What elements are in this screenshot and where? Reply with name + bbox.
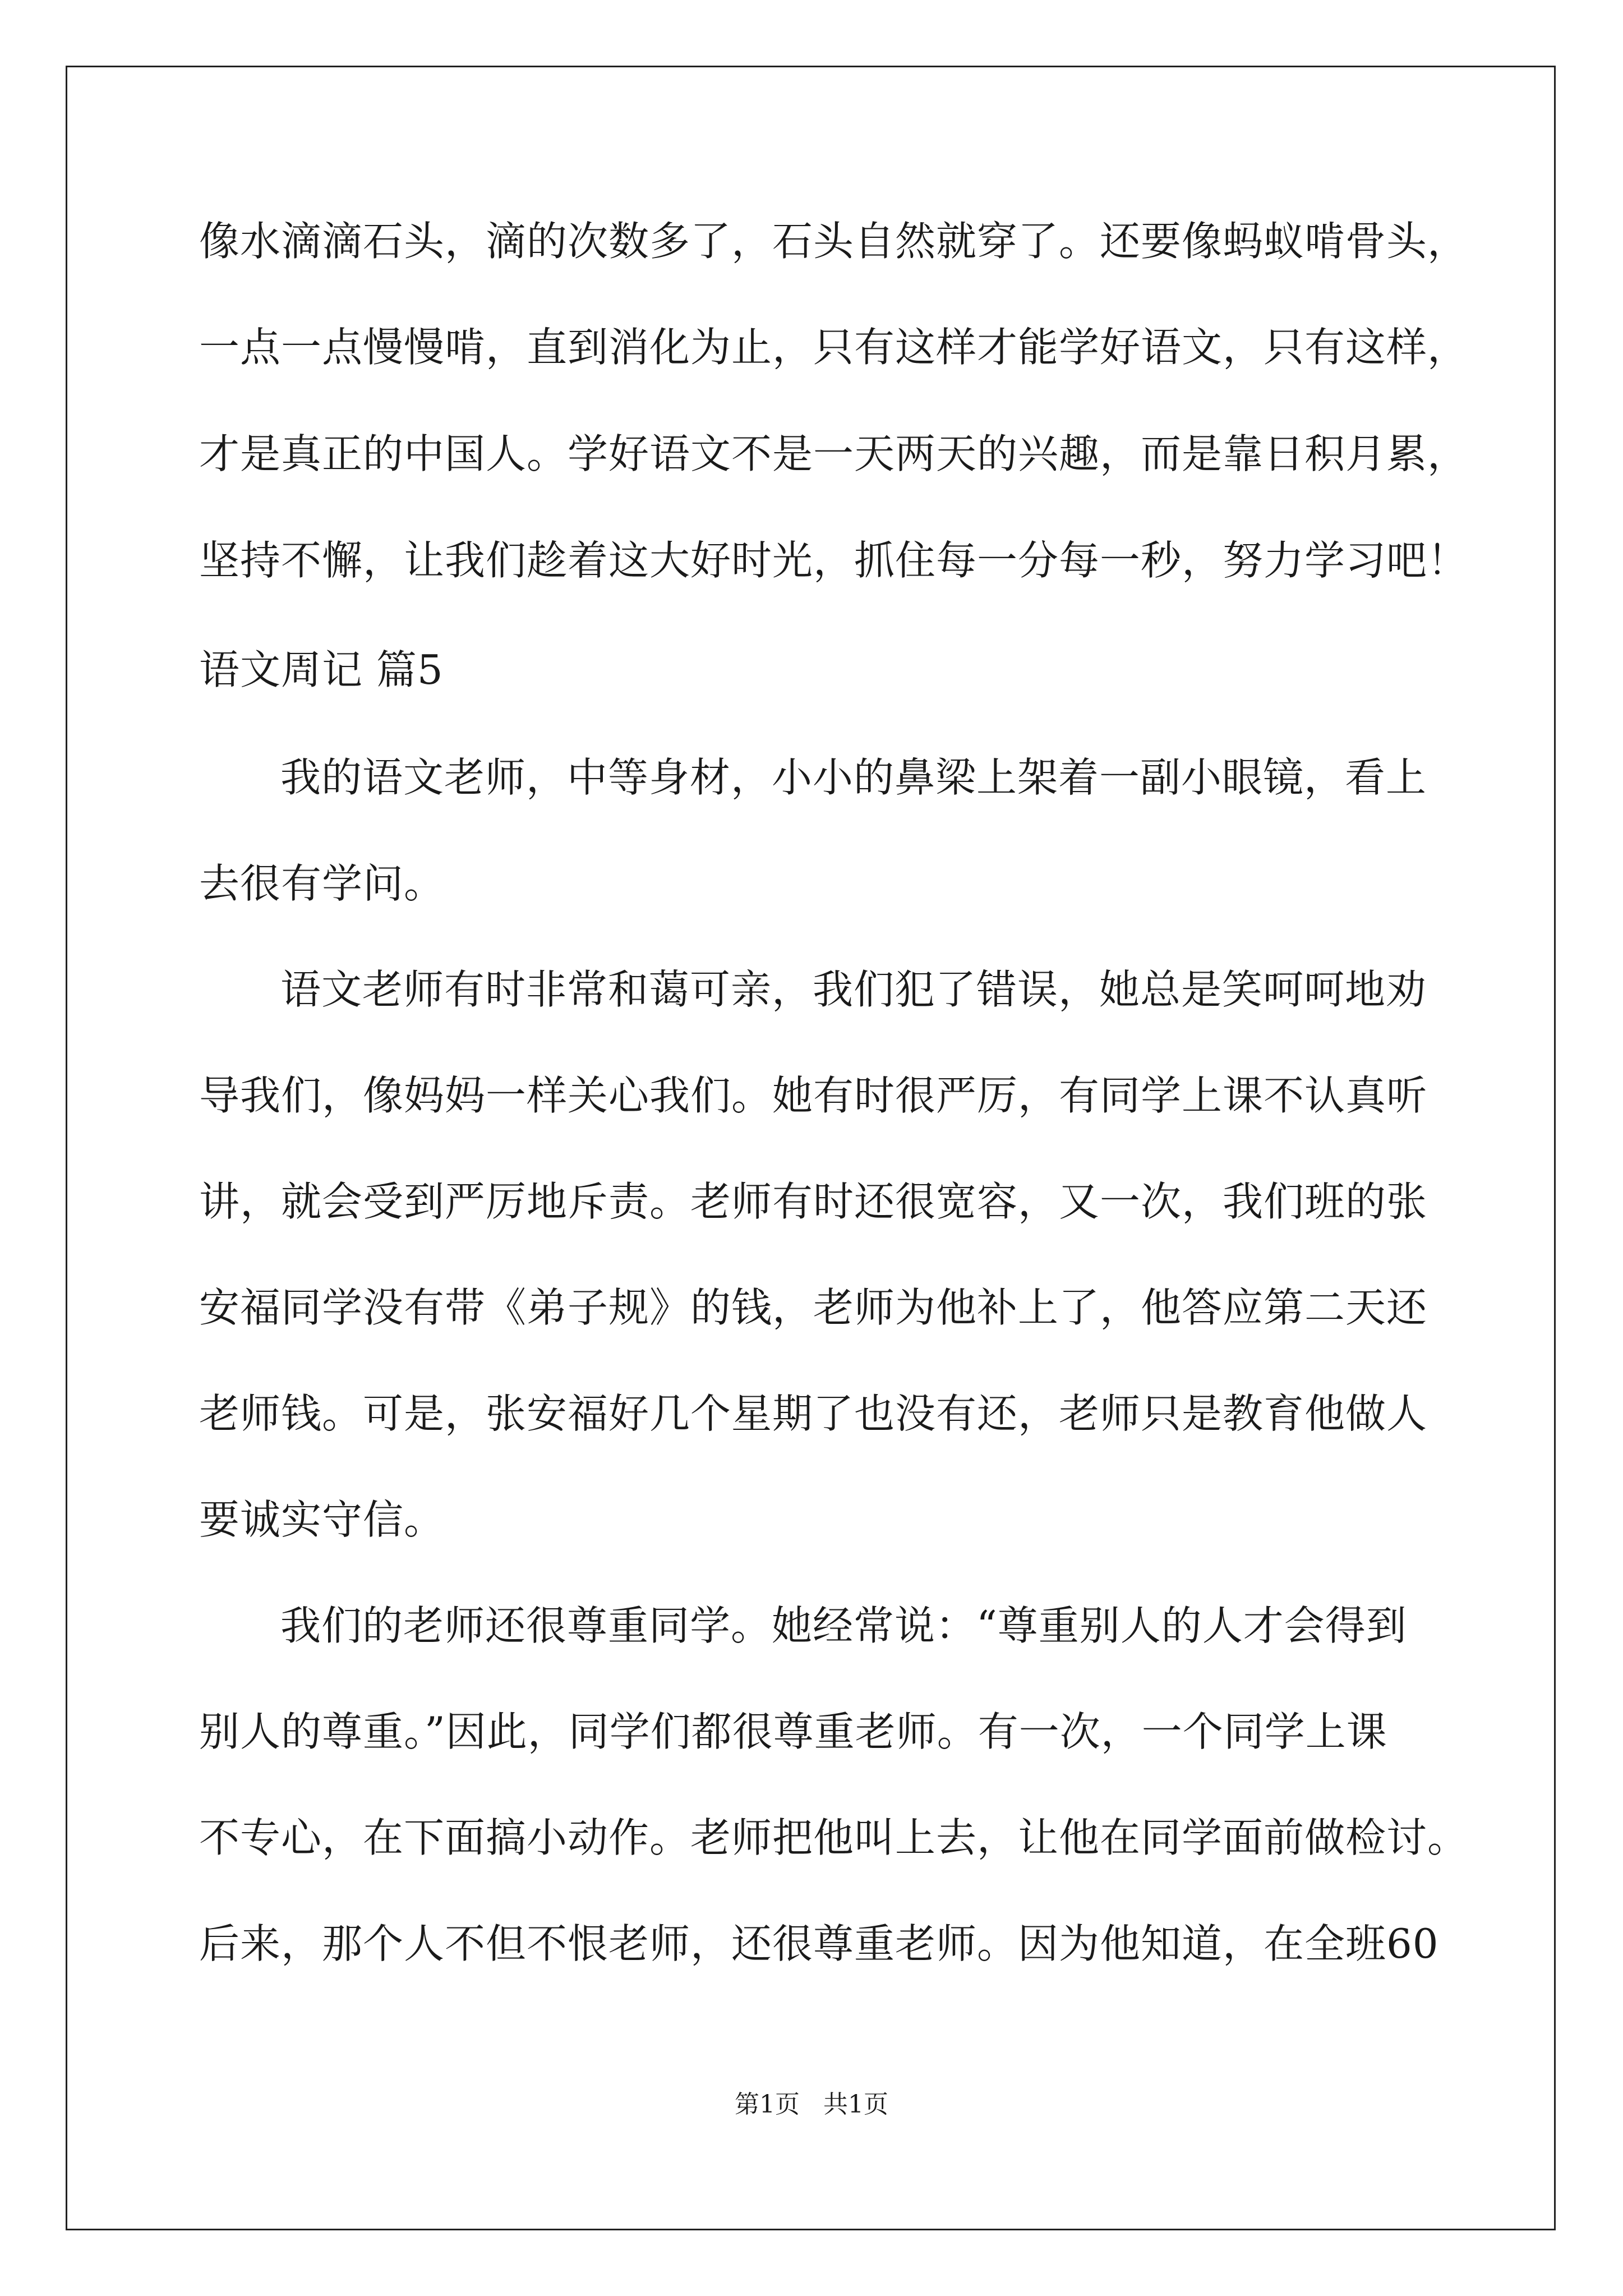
- paragraph-line: 导我们，像妈妈一样关心我们。她有时很严厉，有同学上课不认真听: [199, 1072, 1428, 1119]
- paragraph-line: 语文老师有时非常和蔼可亲，我们犯了错误，她总是笑呵呵地劝: [280, 966, 1427, 1013]
- section-title: 语文周记 篇5: [199, 646, 444, 693]
- text-line: 像水滴滴石头，滴的次数多了，石头自然就穿了。还要像蚂蚁啃骨头，: [199, 218, 1469, 265]
- paragraph-line: 别人的尊重。”因此，同学们都很尊重老师。有一次，一个同学上课: [199, 1708, 1387, 1755]
- paragraph-line: 要诚实守信。: [199, 1496, 445, 1543]
- text-line: 一点一点慢慢啃，直到消化为止，只有这样才能学好语文，只有这样，: [199, 324, 1469, 371]
- paragraph-line: 老师钱。可是，张安福好几个星期了也没有还，老师只是教育他做人: [199, 1390, 1428, 1437]
- paragraph-line: 后来，那个人不但不恨老师，还很尊重老师。因为他知道，在全班60: [199, 1920, 1439, 1967]
- page-border: [66, 66, 1556, 2230]
- paragraph-line: 去很有学问。: [199, 860, 445, 907]
- paragraph-line: 我们的老师还很尊重同学。她经常说：“尊重别人的人才会得到: [280, 1602, 1407, 1649]
- text-line: 才是真正的中国人。学好语文不是一天两天的兴趣，而是靠日积月累，: [199, 430, 1469, 477]
- page-footer: 第1页 共1页: [735, 2090, 888, 2119]
- text-line: 坚持不懈，让我们趁着这大好时光，抓住每一分每一秒，努力学习吧！: [199, 537, 1469, 584]
- paragraph-line: 安福同学没有带《弟子规》的钱，老师为他补上了，他答应第二天还: [199, 1284, 1428, 1331]
- paragraph-line: 讲，就会受到严厉地斥责。老师有时还很宽容，又一次，我们班的张: [199, 1178, 1428, 1225]
- paragraph-line: 我的语文老师，中等身材，小小的鼻梁上架着一副小眼镜，看上: [280, 754, 1427, 801]
- paragraph-line: 不专心，在下面搞小动作。老师把他叫上去，让他在同学面前做检讨。: [199, 1814, 1469, 1861]
